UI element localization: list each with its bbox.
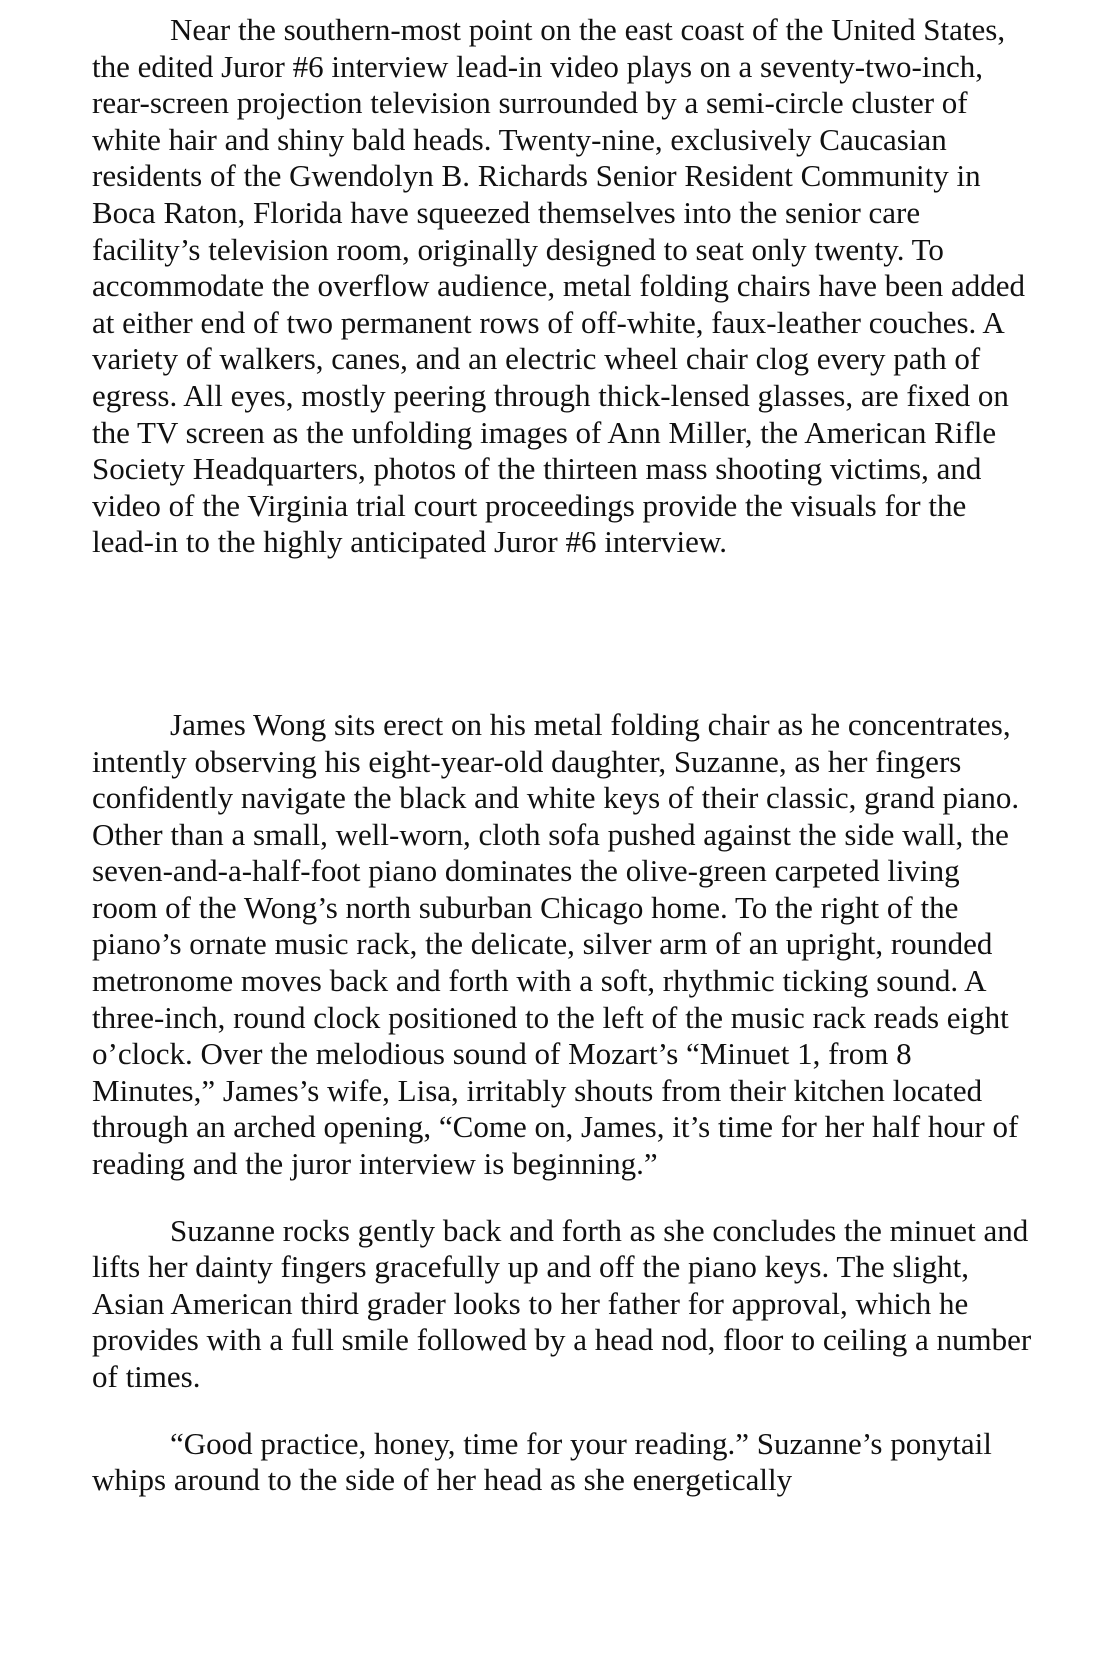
paragraph-minuet-conclusion: Suzanne rocks gently back and forth as she concludes the minuet and lifts her dainty fingers gracefully up and off the piano keys. The slight, Asian American third grader looks to her father for approval, which he provides with a full smile followed by a head nod, floor to ceiling a number of times. xyxy=(92,1212,1032,1394)
paragraph-good-practice: “Good practice, honey, time for your reading.” Suzanne’s ponytail whips around to the side of her head as she energetically xyxy=(92,1425,992,1498)
paragraph-piano-practice: James Wong sits erect on his metal folding chair as he concentrates, intently observing his eight-year-old daughter, Suzanne, as her fingers confidently navigate the black and white keys of their classic, grand piano. Other than a small, well-worn, cloth sofa pushed against the side wall, the seven-and-a-half-foot piano dominates the olive-green carpeted living room of the Wong’s north suburban Chicago home. To the right of the piano’s ornate music rack, the delicate, silver arm of an upright, rounded metronome moves back and forth with a soft, rhythmic ticking sound. A three-inch, round clock positioned to the left of the music rack reads eight o’clock. Over the melodious sound of Mozart’s “Minuet 1, from 8 Minutes,” James’s wife, Lisa, irritably shouts from their kitchen located through an arched opening, “Come on, James, it’s time for her half hour of reading and the juror interview is beginning.” xyxy=(92,706,1020,1182)
paragraph-tv-room: Near the southern-most point on the east coast of the United States, the edited Juror #6 interview lead-in video plays on a seventy-two-inch, rear-screen projection television surrounded by a semi-circle cluster of white hair and shiny bald heads. Twenty-nine, exclusively Caucasian residents of the Gwendolyn B. Richards Senior Resident Community in Boca Raton, Florida have squeezed themselves into the senior care facility’s television room, originally designed to seat only twenty. To accommodate the overflow audience, metal folding chairs have been added at either end of two permanent rows of off-white, faux-leather couches. A variety of walkers, canes, and an electric wheel chair clog every path of egress. All eyes, mostly peering through thick-lensed glasses, are fixed on the TV screen as the unfolding images of Ann Miller, the American Rifle Society Headquarters, photos of the thirteen mass shooting victims, and video of the Virginia trial court proceedings provide the visuals for the lead-in to the highly anticipated Juror #6 interview. xyxy=(92,12,1026,560)
paragraph-spacer xyxy=(92,1183,1032,1213)
document-page xyxy=(92,12,1032,1499)
section-break xyxy=(92,561,1032,707)
paragraph-spacer xyxy=(92,1396,1032,1426)
